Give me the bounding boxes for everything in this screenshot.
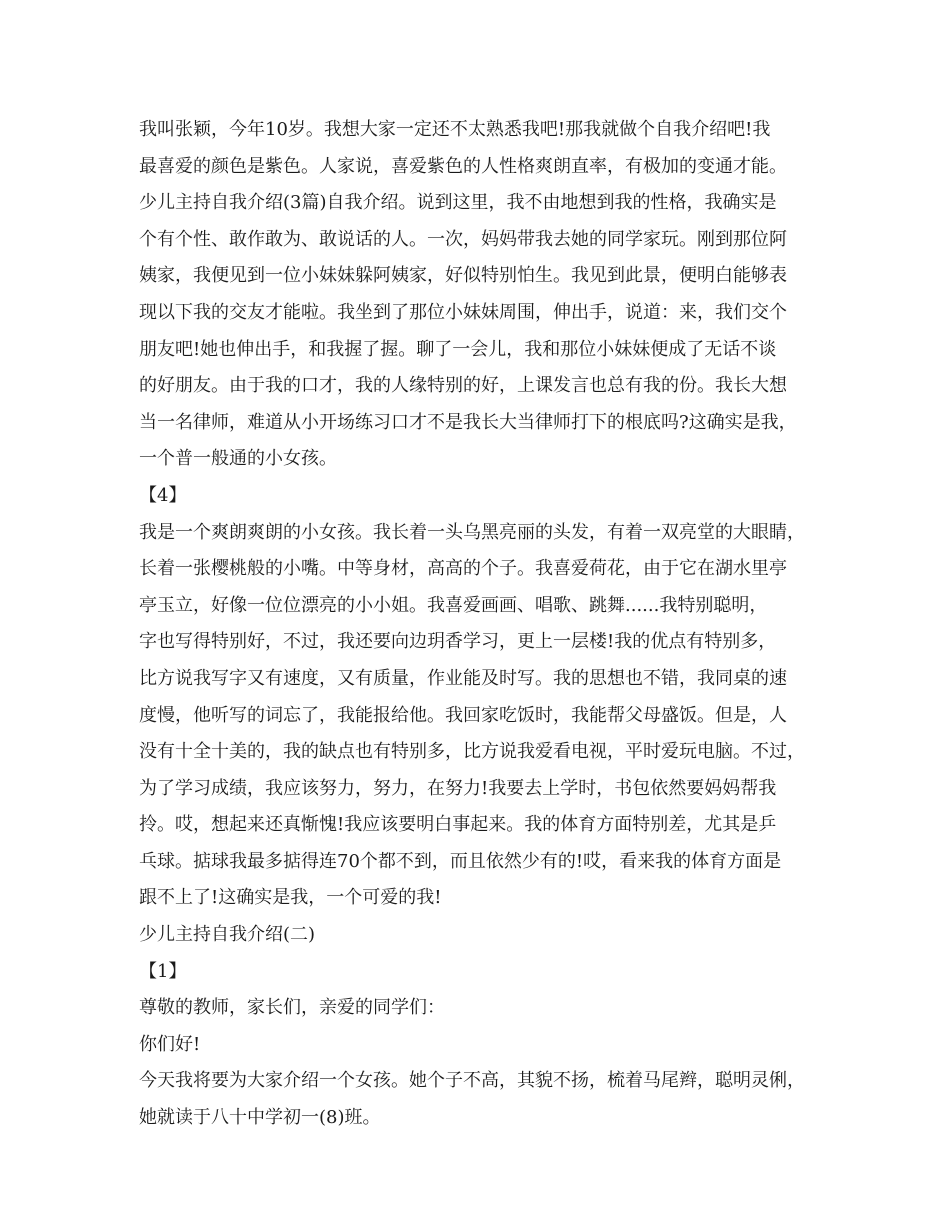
text-line: 没有十全十美的，我的缺点也有特别多，比方说我爱看电视，平时爱玩电脑。不过， xyxy=(139,741,805,763)
text-line: 长着一张樱桃般的小嘴。中等身材，高高的个子。我喜爱荷花，由于它在湖水里亭 xyxy=(139,558,787,580)
text-line: 尊敬的教师，家长们，亲爱的同学们： xyxy=(139,997,445,1019)
text-line: 我叫张颖，今年10岁。我想大家一定还不太熟悉我吧!那我就做个自我介绍吧!我 xyxy=(139,119,771,140)
text-line: 朋友吧!她也伸出手，和我握了握。聊了一会儿，我和那位小妹妹便成了无话不谈 xyxy=(139,338,777,360)
text-line: 姨家，我便见到一位小妹妹躲阿姨家，好似特别怕生。我见到此景，便明白能够表 xyxy=(139,265,787,287)
text-line: 跟不上了!这确实是我，一个可爱的我! xyxy=(139,887,442,909)
text-line: 现以下我的交友才能啦。我坐到了那位小妹妹周围，伸出手，说道：来，我们交个 xyxy=(139,301,787,323)
text-line: 我是一个爽朗爽朗的小女孩。我长着一头乌黑亮丽的头发，有着一双亮堂的大眼睛， xyxy=(139,521,805,543)
text-line: 个有个性、敢作敢为、敢说话的人。一次，妈妈带我去她的同学家玩。刚到那位阿 xyxy=(139,228,787,250)
text-line: 最喜爱的颜色是紫色。人家说，喜爱紫色的人性格爽朗直率，有极加的变通才能。 xyxy=(139,155,787,177)
text-line: 比方说我写字又有速度，又有质量，作业能及时写。我的思想也不错，我同桌的速 xyxy=(139,667,787,689)
text-line: 度慢，他听写的词忘了，我能报给他。我回家吃饭时，我能帮父母盛饭。但是，人 xyxy=(139,704,787,726)
text-line: 当一名律师，难道从小开场练习口才不是我长大当律师打下的根底吗?这确实是我， xyxy=(139,411,797,433)
text-line: 拎。哎，想起来还真惭愧!我应该要明白事起来。我的体育方面特别差，尤其是乒 xyxy=(139,814,777,836)
text-line: 字也写得特别好，不过，我还要向边玥香学习，更上一层楼!我的优点有特别多， xyxy=(139,631,777,653)
text-line: 今天我将要为大家介绍一个女孩。她个子不高，其貌不扬，梳着马尾辫，聪明灵俐， xyxy=(139,1070,805,1092)
text-line: 你们好! xyxy=(139,1033,201,1055)
text-line: 为了学习成绩，我应该努力，努力，在努力!我要去上学时，书包依然要妈妈帮我 xyxy=(139,777,777,799)
text-line: 少儿主持自我介绍(3篇)自我介绍。说到这里，我不由地想到我的性格，我确实是 xyxy=(139,192,777,214)
text-line: 她就读于八十中学初一(8)班。 xyxy=(139,1107,381,1129)
text-line: 亭玉立，好像一位位漂亮的小小姐。我喜爱画画、唱歌、跳舞......我特别聪明， xyxy=(139,594,768,616)
section-heading: 少儿主持自我介绍(二) xyxy=(139,924,316,946)
document-body xyxy=(139,112,839,1137)
section-marker: 【1】 xyxy=(139,960,187,982)
text-line: 一个普一般通的小女孩。 xyxy=(139,448,337,470)
section-marker: 【4】 xyxy=(139,484,187,506)
text-line: 的好朋友。由于我的口才，我的人缘特别的好，上课发言也总有我的份。我长大想 xyxy=(139,375,787,397)
text-line: 乓球。掂球我最多掂得连70个都不到，而且依然少有的!哎，看来我的体育方面是 xyxy=(139,850,782,872)
